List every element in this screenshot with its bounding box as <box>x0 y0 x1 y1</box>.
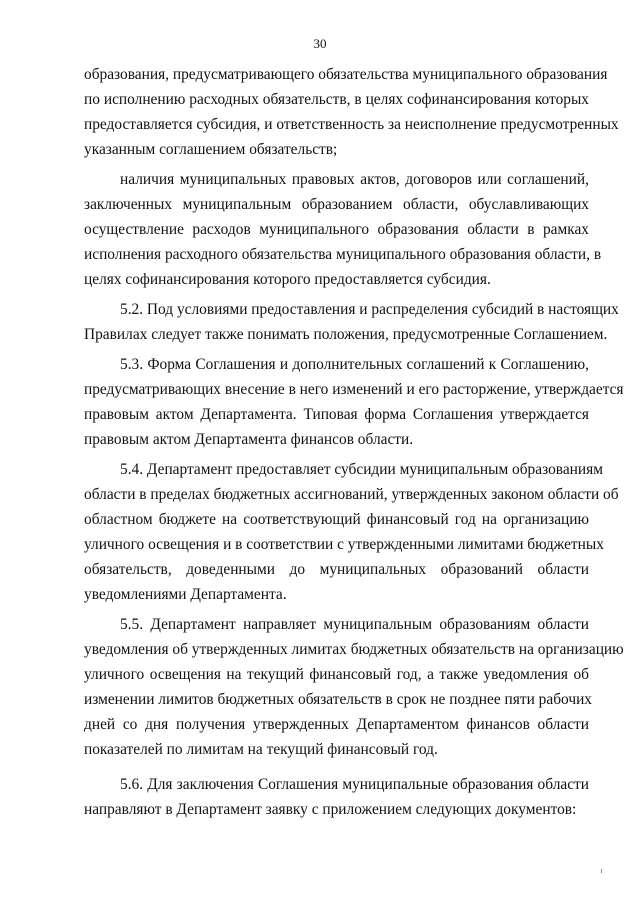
text-line: осуществление расходов муниципального образования области в рамках <box>84 221 589 238</box>
text-line: предоставляется субсидия, и ответственность за неисполнение предусмотренных <box>84 116 619 133</box>
text-line: наличия муниципальных правовых актов, договоров или соглашений, <box>120 171 589 188</box>
text-line: Правилах следует также понимать положения, предусмотренные Соглашением. <box>84 326 608 343</box>
text-line: изменении лимитов бюджетных обязательств в срок не позднее пяти рабочих <box>84 691 593 708</box>
text-line: предусматривающих внесение в него изменений и его расторжение, утверждается <box>84 381 624 398</box>
text-line: правовым актом Департамента финансов области. <box>84 431 414 448</box>
text-line: области в пределах бюджетных ассигнований, утвержденных законом области об <box>84 486 619 503</box>
text-line: 5.5. Департамент направляет муниципальным образованиям области <box>120 616 589 633</box>
text-line: направляют в Департамент заявку с приложением следующих документов: <box>84 801 577 818</box>
text-line: уличного освещения на текущий финансовый год, а также уведомления об <box>84 666 589 683</box>
text-line: указанным соглашением обязательств; <box>84 141 338 158</box>
text-line: по исполнению расходных обязательств, в целях софинансирования которых <box>84 91 589 108</box>
page-number: 30 <box>313 36 327 51</box>
text-line: областном бюджете на соответствующий финансовый год на организацию <box>84 511 589 528</box>
text-line: правовым актом Департамента. Типовая форма Соглашения утверждается <box>84 406 589 423</box>
text-line: образования, предусматривающего обязательства муниципального образования <box>84 66 608 83</box>
text-line: дней со дня получения утвержденных Департаментом финансов области <box>84 716 589 733</box>
text-line: уведомлениями Департамента. <box>84 586 287 603</box>
text-line: показателей по лимитам на текущий финансовый год. <box>84 741 438 758</box>
text-line: 5.6. Для заключения Соглашения муниципальные образования области <box>120 776 589 793</box>
text-line: 5.3. Форма Соглашения и дополнительных соглашений к Соглашению, <box>120 356 589 373</box>
text-line: исполнения расходного обязательства муниципального образования области, в <box>84 246 602 263</box>
text-line: 5.2. Под условиями предоставления и распределения субсидий в настоящих <box>120 301 619 318</box>
text-line: обязательств, доведенными до муниципальных образований области <box>84 561 589 578</box>
text-line: 5.4. Департамент предоставляет субсидии муниципальным образованиям <box>120 461 603 478</box>
scan-mark <box>601 869 602 873</box>
text-line: целях софинансирования которого предоставляется субсидия. <box>84 271 491 288</box>
text-line: уведомления об утвержденных лимитах бюджетных обязательств на организацию <box>84 641 624 658</box>
text-line: заключенных муниципальным образованием области, обуславливающих <box>84 196 589 213</box>
text-line: уличного освещения и в соответствии с утвержденными лимитами бюджетных <box>84 536 604 553</box>
